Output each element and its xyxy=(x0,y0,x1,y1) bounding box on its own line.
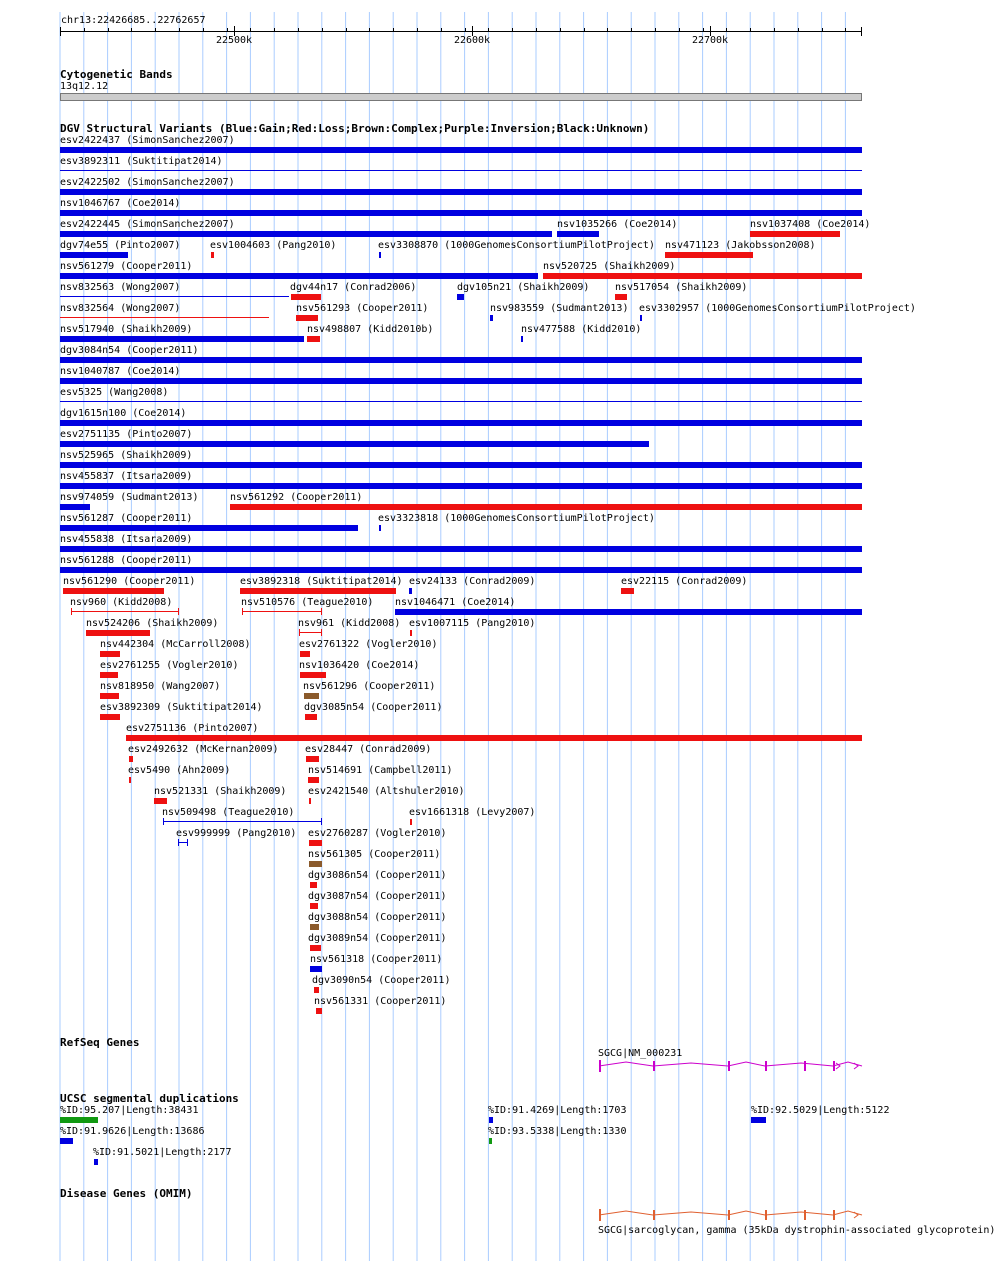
dgv-variant-label[interactable]: nsv561293 (Cooper2011) xyxy=(296,303,429,314)
ruler-minor-tick xyxy=(250,28,251,32)
ruler-tick-label: 22700k xyxy=(691,35,729,46)
dgv-variant-label[interactable]: nsv561287 (Cooper2011) xyxy=(60,513,193,524)
dgv-variant-bar[interactable] xyxy=(310,924,319,930)
dgv-variant-bar-endcap xyxy=(178,839,179,846)
dgv-variant-bar[interactable] xyxy=(60,567,862,573)
dgv-variant-label[interactable]: dgv3090n54 (Cooper2011) xyxy=(312,975,451,986)
segdup-bar[interactable] xyxy=(60,1117,98,1123)
ruler-minor-tick xyxy=(703,28,704,32)
dgv-variant-bar[interactable] xyxy=(750,231,840,237)
dgv-variant-bar-endcap xyxy=(242,608,243,615)
dgv-variant-bar[interactable] xyxy=(60,170,862,171)
dgv-variant-bar[interactable] xyxy=(309,798,311,804)
dgv-variant-label[interactable]: dgv3088n54 (Cooper2011) xyxy=(308,912,447,923)
dgv-variant-bar[interactable] xyxy=(665,252,753,258)
dgv-variant-label[interactable]: esv2761322 (Vogler2010) xyxy=(299,639,438,650)
dgv-variant-label[interactable]: esv3302957 (1000GenomesConsortiumPilotProject) xyxy=(639,303,916,314)
dgv-variant-bar[interactable] xyxy=(60,378,862,384)
ruler-axis xyxy=(60,31,862,32)
dgv-variant-bar[interactable] xyxy=(640,315,642,321)
omim-gene-label[interactable]: SGCG|sarcoglycan, gamma (35kDa dystrophin-associated glycoprotein) xyxy=(598,1225,995,1236)
dgv-variant-label[interactable]: nsv517940 (Shaikh2009) xyxy=(60,324,193,335)
ruler-minor-tick xyxy=(441,28,442,32)
dgv-variant-bar[interactable] xyxy=(129,756,133,762)
track-title-segdups: UCSC segmental duplications xyxy=(60,1092,239,1105)
dgv-variant-label[interactable]: nsv442304 (McCarroll2008) xyxy=(100,639,251,650)
ruler-minor-tick xyxy=(84,28,85,32)
ruler-minor-tick xyxy=(560,28,561,32)
dgv-variant-label[interactable]: nsv960 (Kidd2008) xyxy=(70,597,173,608)
dgv-variant-label[interactable]: esv3892309 (Suktitipat2014) xyxy=(100,702,263,713)
dgv-variant-label[interactable]: nsv561305 (Cooper2011) xyxy=(308,849,441,860)
dgv-variant-label[interactable]: nsv1035266 (Coe2014) xyxy=(557,219,678,230)
dgv-variant-label[interactable]: esv22115 (Conrad2009) xyxy=(621,576,748,587)
dgv-variant-label[interactable]: nsv498807 (Kidd2010b) xyxy=(307,324,434,335)
dgv-variant-bar[interactable] xyxy=(60,210,862,216)
dgv-variant-bar[interactable] xyxy=(300,672,326,678)
dgv-variant-bar[interactable] xyxy=(230,504,862,510)
dgv-variant-label[interactable]: nsv1037408 (Coe2014) xyxy=(750,219,871,230)
ruler-minor-tick xyxy=(393,28,394,32)
dgv-variant-bar[interactable] xyxy=(60,273,538,279)
cytoband-label: 13q12.12 xyxy=(60,81,109,92)
dgv-variant-bar[interactable] xyxy=(240,588,396,594)
dgv-variant-label[interactable]: esv2761255 (Vogler2010) xyxy=(100,660,239,671)
ruler-minor-tick xyxy=(798,28,799,32)
dgv-variant-bar[interactable] xyxy=(100,714,120,720)
ruler-tick-label: 22500k xyxy=(215,35,253,46)
dgv-variant-label[interactable]: esv1661318 (Levy2007) xyxy=(409,807,536,818)
dgv-variant-bar[interactable] xyxy=(316,1008,322,1014)
dgv-variant-bar[interactable] xyxy=(60,296,289,297)
segdup-label[interactable]: %ID:91.5021|Length:2177 xyxy=(93,1147,232,1158)
dgv-variant-label[interactable]: esv3308870 (1000GenomesConsortiumPilotProject) xyxy=(378,240,655,251)
dgv-variant-label[interactable]: esv1007115 (Pang2010) xyxy=(409,618,536,629)
dgv-variant-bar[interactable] xyxy=(126,735,862,741)
dgv-variant-bar[interactable] xyxy=(310,966,322,972)
ruler-tick-label: 22600k xyxy=(453,35,491,46)
dgv-variant-bar[interactable] xyxy=(60,441,649,447)
ruler-minor-tick xyxy=(108,28,109,32)
dgv-variant-label[interactable]: esv2760287 (Vogler2010) xyxy=(308,828,447,839)
dgv-variant-label[interactable]: dgv74e55 (Pinto2007) xyxy=(60,240,181,251)
ruler-minor-tick xyxy=(346,28,347,32)
dgv-variant-bar[interactable] xyxy=(310,882,317,888)
dgv-variant-label[interactable]: esv2751136 (Pinto2007) xyxy=(126,723,259,734)
ruler-minor-tick xyxy=(655,28,656,32)
segdup-label[interactable]: %ID:91.4269|Length:1703 xyxy=(488,1105,627,1116)
dgv-variant-label[interactable]: esv999999 (Pang2010) xyxy=(176,828,297,839)
dgv-variant-label[interactable]: esv2422502 (SimonSanchez2007) xyxy=(60,177,235,188)
dgv-variant-label[interactable]: nsv818950 (Wang2007) xyxy=(100,681,221,692)
segdup-label[interactable]: %ID:91.9626|Length:13686 xyxy=(60,1126,205,1137)
dgv-variant-bar-endcap xyxy=(299,629,300,636)
dgv-variant-label[interactable]: nsv510576 (Teague2010) xyxy=(241,597,374,608)
dgv-variant-label[interactable]: esv3323818 (1000GenomesConsortiumPilotProject) xyxy=(378,513,655,524)
ruler-minor-tick xyxy=(274,28,275,32)
dgv-variant-label[interactable]: esv5325 (Wang2008) xyxy=(60,387,169,398)
dgv-variant-bar[interactable] xyxy=(621,588,634,594)
ruler-minor-tick xyxy=(488,28,489,32)
dgv-variant-bar[interactable] xyxy=(409,588,412,594)
segdup-label[interactable]: %ID:95.207|Length:38431 xyxy=(60,1105,199,1116)
dgv-variant-bar[interactable] xyxy=(457,294,464,300)
dgv-variant-label[interactable]: dgv3085n54 (Cooper2011) xyxy=(304,702,443,713)
segdup-bar[interactable] xyxy=(60,1138,73,1144)
ruler-minor-tick xyxy=(227,28,228,32)
segdup-bar[interactable] xyxy=(489,1138,492,1144)
dgv-variant-label[interactable]: esv28447 (Conrad2009) xyxy=(305,744,432,755)
ruler-minor-tick xyxy=(298,28,299,32)
dgv-variant-label[interactable]: esv2422445 (SimonSanchez2007) xyxy=(60,219,235,230)
dgv-variant-label[interactable]: nsv471123 (Jakobsson2008) xyxy=(665,240,816,251)
ruler-minor-tick xyxy=(845,28,846,32)
dgv-variant-bar-endcap xyxy=(187,839,188,846)
dgv-variant-bar[interactable] xyxy=(309,840,322,846)
dgv-variant-bar[interactable] xyxy=(100,651,120,657)
dgv-variant-label[interactable]: nsv561296 (Cooper2011) xyxy=(303,681,436,692)
segdup-bar[interactable] xyxy=(489,1117,493,1123)
dgv-variant-label[interactable]: nsv561288 (Cooper2011) xyxy=(60,555,193,566)
ruler-minor-tick xyxy=(512,28,513,32)
dgv-variant-label[interactable]: dgv105n21 (Shaikh2009) xyxy=(457,282,590,293)
dgv-variant-bar[interactable] xyxy=(63,588,164,594)
dgv-variant-label[interactable]: dgv3086n54 (Cooper2011) xyxy=(308,870,447,881)
dgv-variant-label[interactable]: nsv983559 (Sudmant2013) xyxy=(490,303,629,314)
segdup-label[interactable]: %ID:92.5029|Length:5122 xyxy=(751,1105,890,1116)
dgv-variant-bar[interactable] xyxy=(521,336,523,342)
dgv-variant-bar[interactable] xyxy=(490,315,493,321)
ruler-minor-tick xyxy=(822,28,823,32)
dgv-variant-label[interactable]: esv2492632 (McKernan2009) xyxy=(128,744,279,755)
segdup-bar[interactable] xyxy=(751,1117,766,1123)
ruler-minor-tick xyxy=(417,28,418,32)
dgv-variant-bar-endcap xyxy=(163,818,164,825)
track-title-omim: Disease Genes (OMIM) xyxy=(60,1187,193,1200)
dgv-variant-bar[interactable] xyxy=(314,987,319,993)
dgv-variant-label[interactable]: dgv44n17 (Conrad2006) xyxy=(290,282,417,293)
track-title-refseq: RefSeq Genes xyxy=(60,1036,140,1049)
dgv-variant-bar[interactable] xyxy=(100,672,118,678)
dgv-variant-label[interactable]: nsv1040787 (Coe2014) xyxy=(60,366,181,377)
dgv-variant-bar[interactable] xyxy=(60,317,269,318)
dgv-variant-bar[interactable] xyxy=(543,273,862,279)
dgv-variant-label[interactable]: esv2751135 (Pinto2007) xyxy=(60,429,193,440)
ruler-minor-tick xyxy=(631,28,632,32)
dgv-variant-bar[interactable] xyxy=(310,903,318,909)
dgv-variant-label[interactable]: nsv514691 (Campbell2011) xyxy=(308,765,453,776)
dgv-variant-bar-endcap xyxy=(178,608,179,615)
dgv-variant-bar[interactable] xyxy=(211,252,214,258)
dgv-variant-label[interactable]: nsv561279 (Cooper2011) xyxy=(60,261,193,272)
dgv-variant-bar[interactable] xyxy=(60,462,862,468)
dgv-variant-bar[interactable] xyxy=(291,294,321,300)
segdup-label[interactable]: %ID:93.5338|Length:1330 xyxy=(488,1126,627,1137)
dgv-variant-bar[interactable] xyxy=(71,611,179,612)
segdup-bar[interactable] xyxy=(94,1159,98,1165)
dgv-variant-bar[interactable] xyxy=(60,483,862,489)
dgv-variant-label[interactable]: nsv521331 (Shaikh2009) xyxy=(154,786,287,797)
dgv-variant-bar[interactable] xyxy=(60,252,128,258)
dgv-variant-bar[interactable] xyxy=(60,147,862,153)
ruler-minor-tick xyxy=(607,28,608,32)
dgv-variant-label[interactable]: esv3892311 (Suktitipat2014) xyxy=(60,156,223,167)
dgv-variant-label[interactable]: dgv1615n100 (Coe2014) xyxy=(60,408,187,419)
dgv-variant-bar[interactable] xyxy=(163,821,322,822)
dgv-variant-bar[interactable] xyxy=(60,231,552,237)
dgv-variant-bar[interactable] xyxy=(305,714,317,720)
dgv-variant-bar[interactable] xyxy=(299,632,322,633)
dgv-variant-bar[interactable] xyxy=(60,525,358,531)
track-title-cytobands: Cytogenetic Bands xyxy=(60,68,173,81)
dgv-variant-bar[interactable] xyxy=(310,945,321,951)
dgv-variant-bar[interactable] xyxy=(309,861,322,867)
dgv-variant-label[interactable]: nsv517054 (Shaikh2009) xyxy=(615,282,748,293)
dgv-variant-bar[interactable] xyxy=(129,777,131,783)
dgv-variant-bar[interactable] xyxy=(60,336,304,342)
dgv-variant-bar[interactable] xyxy=(296,315,318,321)
dgv-variant-label[interactable]: nsv455838 (Itsara2009) xyxy=(60,534,193,545)
dgv-variant-label[interactable]: nsv520725 (Shaikh2009) xyxy=(543,261,676,272)
dgv-variant-bar[interactable] xyxy=(615,294,627,300)
ruler-minor-tick xyxy=(774,28,775,32)
dgv-variant-bar-endcap xyxy=(71,608,72,615)
dgv-variant-bar[interactable] xyxy=(86,630,150,636)
dgv-variant-bar[interactable] xyxy=(60,504,90,510)
ruler-minor-tick xyxy=(465,28,466,32)
dgv-variant-label[interactable]: esv24133 (Conrad2009) xyxy=(409,576,536,587)
dgv-variant-bar[interactable] xyxy=(557,231,599,237)
dgv-variant-bar[interactable] xyxy=(410,819,412,825)
ruler-minor-tick xyxy=(179,28,180,32)
dgv-variant-label[interactable]: nsv509498 (Teague2010) xyxy=(162,807,295,818)
dgv-variant-bar[interactable] xyxy=(410,630,412,636)
dgv-variant-label[interactable]: esv3892318 (Suktitipat2014) xyxy=(240,576,403,587)
ruler-minor-tick xyxy=(369,28,370,32)
dgv-variant-bar[interactable] xyxy=(307,336,320,342)
dgv-variant-label[interactable]: esv2421540 (Altshuler2010) xyxy=(308,786,465,797)
dgv-variant-label[interactable]: esv5490 (Ahn2009) xyxy=(128,765,231,776)
dgv-variant-bar[interactable] xyxy=(300,651,310,657)
dgv-variant-label[interactable]: dgv3087n54 (Cooper2011) xyxy=(308,891,447,902)
dgv-variant-label[interactable]: nsv1046471 (Coe2014) xyxy=(395,597,516,608)
dgv-variant-label[interactable]: nsv832564 (Wong2007) xyxy=(60,303,181,314)
cytoband-bar[interactable] xyxy=(60,93,862,101)
dgv-variant-bar[interactable] xyxy=(306,756,319,762)
ruler-minor-tick xyxy=(726,28,727,32)
dgv-variant-bar[interactable] xyxy=(60,546,862,552)
omim-gene-model[interactable] xyxy=(596,1207,876,1223)
ruler-minor-tick xyxy=(536,28,537,32)
dgv-variant-label[interactable]: nsv832563 (Wong2007) xyxy=(60,282,181,293)
dgv-variant-label[interactable]: nsv561331 (Cooper2011) xyxy=(314,996,447,1007)
ruler-endcap-right xyxy=(861,27,862,36)
ruler-minor-tick xyxy=(322,28,323,32)
refseq-gene-model[interactable] xyxy=(596,1056,876,1076)
dgv-variant-bar[interactable] xyxy=(242,611,322,612)
dgv-variant-label[interactable]: nsv561290 (Cooper2011) xyxy=(63,576,196,587)
dgv-variant-bar-endcap xyxy=(321,629,322,636)
dgv-variant-bar[interactable] xyxy=(308,777,319,783)
dgv-variant-label[interactable]: nsv1046767 (Coe2014) xyxy=(60,198,181,209)
dgv-variant-bar[interactable] xyxy=(154,798,167,804)
dgv-variant-label[interactable]: esv1004603 (Pang2010) xyxy=(210,240,337,251)
dgv-variant-bar-endcap xyxy=(321,818,322,825)
dgv-variant-bar[interactable] xyxy=(100,693,119,699)
dgv-variant-label[interactable]: nsv1036420 (Coe2014) xyxy=(299,660,420,671)
dgv-variant-bar[interactable] xyxy=(60,189,862,195)
dgv-variant-label[interactable]: nsv455837 (Itsara2009) xyxy=(60,471,193,482)
refseq-gene-label[interactable]: SGCG|NM_000231 xyxy=(598,1048,683,1059)
dgv-variant-label[interactable]: nsv974059 (Sudmant2013) xyxy=(60,492,199,503)
dgv-variant-bar[interactable] xyxy=(60,420,862,426)
dgv-variant-label[interactable]: dgv3089n54 (Cooper2011) xyxy=(308,933,447,944)
dgv-variant-bar[interactable] xyxy=(395,609,862,615)
dgv-variant-bar[interactable] xyxy=(60,357,862,363)
dgv-variant-label[interactable]: dgv3084n54 (Cooper2011) xyxy=(60,345,199,356)
dgv-variant-label[interactable]: nsv561292 (Cooper2011) xyxy=(230,492,363,503)
ruler-minor-tick xyxy=(60,28,61,32)
coordinate-range: chr13:22426685..22762657 xyxy=(61,15,206,26)
ruler-minor-tick xyxy=(155,28,156,32)
ruler-minor-tick xyxy=(203,28,204,32)
dgv-variant-label[interactable]: nsv961 (Kidd2008) xyxy=(298,618,401,629)
dgv-variant-bar[interactable] xyxy=(60,401,862,402)
dgv-variant-label[interactable]: esv2422437 (SimonSanchez2007) xyxy=(60,135,235,146)
ruler-minor-tick xyxy=(750,28,751,32)
ruler-minor-tick xyxy=(584,28,585,32)
dgv-variant-bar-endcap xyxy=(321,608,322,615)
ruler-minor-tick xyxy=(131,28,132,32)
dgv-variant-label[interactable]: nsv561318 (Cooper2011) xyxy=(310,954,443,965)
dgv-variant-label[interactable]: nsv525965 (Shaikh2009) xyxy=(60,450,193,461)
dgv-variant-bar[interactable] xyxy=(379,525,381,531)
dgv-variant-label[interactable]: nsv477588 (Kidd2010) xyxy=(521,324,642,335)
dgv-variant-bar[interactable] xyxy=(379,252,381,258)
ruler-minor-tick xyxy=(679,28,680,32)
dgv-variant-bar[interactable] xyxy=(304,693,319,699)
track-title-dgv: DGV Structural Variants (Blue:Gain;Red:Loss;Brown:Complex;Purple:Inversion;Black:Unknown) xyxy=(60,122,650,135)
dgv-variant-label[interactable]: nsv524206 (Shaikh2009) xyxy=(86,618,219,629)
